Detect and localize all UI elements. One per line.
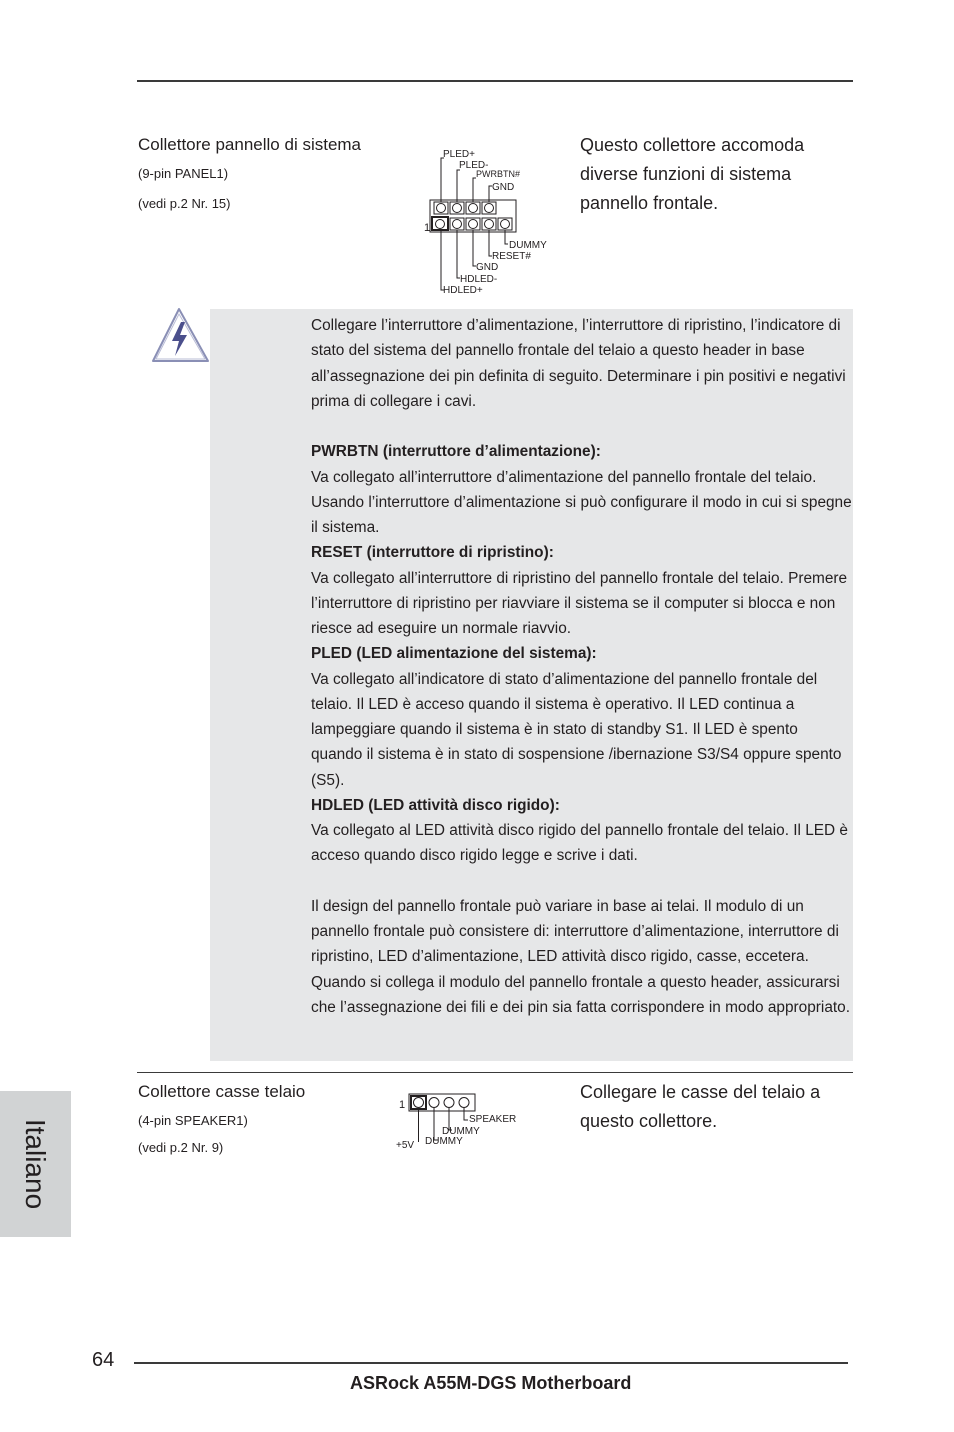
- panel-section-title: Collettore pannello di sistema: [138, 135, 362, 154]
- speaker-section-ref: (vedi p.2 Nr. 9): [138, 1140, 224, 1155]
- leader-pwrbtn: [473, 178, 476, 202]
- page-number: 64: [92, 1349, 115, 1371]
- panel-pin-contact: [437, 204, 446, 213]
- speaker-pin-contact: [444, 1098, 454, 1108]
- speaker-header-diagram: [394, 1090, 524, 1152]
- label-reset: RESET#: [492, 251, 531, 262]
- leader-hdled-minus: [457, 230, 460, 278]
- panel-pin-contact: [501, 220, 510, 229]
- note-heading-reset: RESET (interruttore di ripristino):: [311, 544, 554, 562]
- panel-pin-contact: [469, 220, 478, 229]
- panel-pin1-label: 1: [424, 222, 431, 234]
- note-heading-pwrbtn: PWRBTN (interruttore d’alimentazione):: [311, 443, 601, 461]
- footer-rule: [134, 1362, 848, 1364]
- note-text-reset: Va collegato all’interruttore di ripristino del pannello frontale del telaio. Premere l’interruttore di ripristino per riavviare il sistema se il computer si blocca e non riesce ad eseguire un normale riavvio.: [311, 569, 848, 637]
- note-intro: Collegare l’interruttore d’alimentazione, l’interruttore di ripristino, l’indicatore di stato del sistema del pannello frontale del telaio a questo header in base all’assegnazione dei pin definita di seguito. Determinare i pin positivi e negativi prima di collegare i cavi.: [311, 317, 846, 410]
- speaker-section-description: Collegare le casse del telaio a questo collettore.: [580, 1082, 821, 1131]
- language-tab-label: Italiano: [20, 1118, 52, 1210]
- label-pled-plus: PLED+: [443, 149, 475, 160]
- note-heading-hdled: HDLED (LED attività disco rigido):: [311, 796, 560, 814]
- panel-section-pins: (9-pin PANEL1): [138, 166, 229, 181]
- label-speaker: SPEAKER: [469, 1114, 517, 1125]
- speaker-pin1-label: 1: [399, 1099, 406, 1111]
- speaker-section-pins: (4-pin SPEAKER1): [138, 1113, 248, 1128]
- label-dummy-1: DUMMY: [442, 1126, 480, 1137]
- label-5v: +5V: [396, 1140, 415, 1151]
- leader-pled-minus: [457, 170, 460, 202]
- section-divider: [137, 1072, 853, 1073]
- leader-speaker: [464, 1108, 468, 1120]
- panel-pin-contact: [453, 220, 462, 229]
- note-text-pled: Va collegato all’indicatore di stato d’alimentazione del pannello frontale del telaio. Il LED è acceso quando il sistema è operativo. Il LED continua a lampeggiare quando il sistema è in stato di standby S1. Il LED è spento quando il sistema è in stato di sospensione /ibernazione S3/S4 oppure spento (S5).: [311, 670, 842, 789]
- note-body: [311, 313, 853, 1020]
- panel-pin-contact: [485, 220, 494, 229]
- speaker-section-title: Collettore casse telaio: [138, 1082, 306, 1101]
- leader-gnd-bottom: [473, 230, 476, 266]
- warning-lightning-icon: [150, 306, 212, 364]
- label-gnd-top: GND: [492, 182, 515, 193]
- label-pled-minus: PLED-: [459, 160, 489, 171]
- leader-hdled-plus: [441, 230, 444, 290]
- note-outro: Il design del pannello frontale può variare in base ai telai. Il modulo di un pannello frontale può consistere di: interruttore d’alimentazione, interruttore di ripristino, LED d’alimentazione, LED attività disco rigido, casse, eccetera. Quando si collega il modulo del pannello frontale a questo header, assicurarsi che l’assegnazione dei fili e dei pin sia fatta corrispondere in modo appropriato.: [311, 897, 850, 1016]
- label-gnd-bottom: GND: [476, 262, 499, 273]
- language-tab-label-wrap: [0, 1091, 71, 1237]
- panel-pin-contact: [485, 204, 494, 213]
- panel-section-description: Questo collettore accomoda diverse funzioni di sistema pannello frontale.: [580, 135, 805, 213]
- speaker-pin-contact: [459, 1098, 469, 1108]
- footer-title: ASRock A55M-DGS Motherboard: [350, 1373, 632, 1393]
- panel-pin-contact: [453, 204, 462, 213]
- panel-pin-contact: [436, 220, 445, 229]
- leader-pled-plus: [441, 158, 444, 202]
- panel-header-diagram: [420, 140, 560, 296]
- panel-section-ref: (vedi p.2 Nr. 15): [138, 196, 231, 211]
- note-heading-pled: PLED (LED alimentazione del sistema):: [311, 645, 597, 663]
- note-text-hdled: Va collegato al LED attività disco rigido del pannello frontale del telaio. Il LED è acceso quando disco rigido legge e scrive i dati.: [311, 822, 848, 865]
- panel-pin-contact: [469, 204, 478, 213]
- note-text-pwrbtn: Va collegato all’interruttore d’alimentazione del pannello frontale del telaio. Usando l’interruttore d’alimentazione si può configurare il modo in cui si spegne il sistema.: [311, 468, 852, 536]
- speaker-pin-contact: [429, 1098, 439, 1108]
- label-hdled-minus: HDLED-: [460, 274, 498, 285]
- speaker-pin-contact: [414, 1098, 424, 1108]
- label-dummy-2: DUMMY: [425, 1136, 463, 1147]
- top-rule: [137, 80, 853, 82]
- label-pwrbtn: PWRBTN#: [476, 169, 521, 179]
- label-dummy: DUMMY: [509, 240, 547, 251]
- label-hdled-plus: HDLED+: [443, 285, 483, 296]
